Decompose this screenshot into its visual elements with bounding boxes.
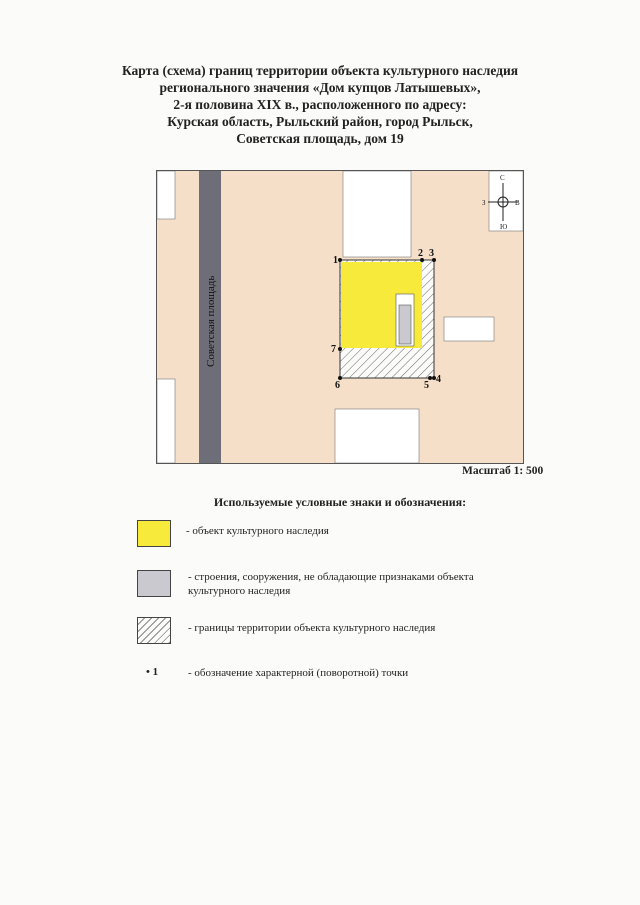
legend-boundary-swatch xyxy=(137,617,171,644)
point-label-5: 5 xyxy=(424,380,429,391)
title-line: Курская область, Рыльский район, город Рыльск, xyxy=(167,114,473,129)
point-label-1: 1 xyxy=(333,255,338,266)
map-canvas xyxy=(157,171,523,463)
title-line: регионального значения «Дом купцов Латышевых», xyxy=(159,80,481,95)
cadastral-map xyxy=(156,170,524,464)
neighbour-building-east xyxy=(444,317,494,341)
legend-point-text: - обозначение характерной (поворотной) точки xyxy=(188,667,409,679)
title-line: Карта (схема) границ территории объекта культурного наследия xyxy=(121,63,519,78)
left-building-top xyxy=(157,171,175,219)
title-line: 2-я половина XIX в., расположенного по адресу: xyxy=(173,97,467,112)
street-label: Советская площадь xyxy=(205,275,217,367)
point-label-7: 7 xyxy=(331,344,336,355)
point-label-3: 3 xyxy=(429,248,434,259)
map-scale: Масштаб 1: 500 xyxy=(462,465,544,477)
point-label-4: 4 xyxy=(436,374,441,385)
outbuilding-inner xyxy=(399,305,411,344)
map-title xyxy=(70,62,570,147)
title-line: Советская площадь, дом 19 xyxy=(236,131,404,146)
neighbour-building-south xyxy=(335,409,419,463)
legend-title: Используемые условные знаки и обозначения: xyxy=(213,495,467,509)
compass-south: Ю xyxy=(500,223,508,231)
compass-east: В xyxy=(515,199,520,207)
legend-heritage-text: - объект культурного наследия xyxy=(186,525,329,537)
compass-north: С xyxy=(500,174,505,182)
legend-building-swatch xyxy=(137,570,171,597)
legend-point-marker: • 1 xyxy=(146,666,159,678)
legend-building-text: - строения, сооружения, не обладающие признаками объекта культурного наследия xyxy=(188,571,474,597)
neighbour-building-north xyxy=(343,171,411,257)
left-building-bottom xyxy=(157,379,175,463)
compass-west: З xyxy=(482,199,486,207)
point-label-6: 6 xyxy=(335,380,340,391)
legend-heritage-swatch xyxy=(137,520,171,547)
legend-boundary-text: - границы территории объекта культурного наследия xyxy=(188,622,436,634)
turning-point-6 xyxy=(335,376,342,391)
point-label-2: 2 xyxy=(418,248,423,259)
